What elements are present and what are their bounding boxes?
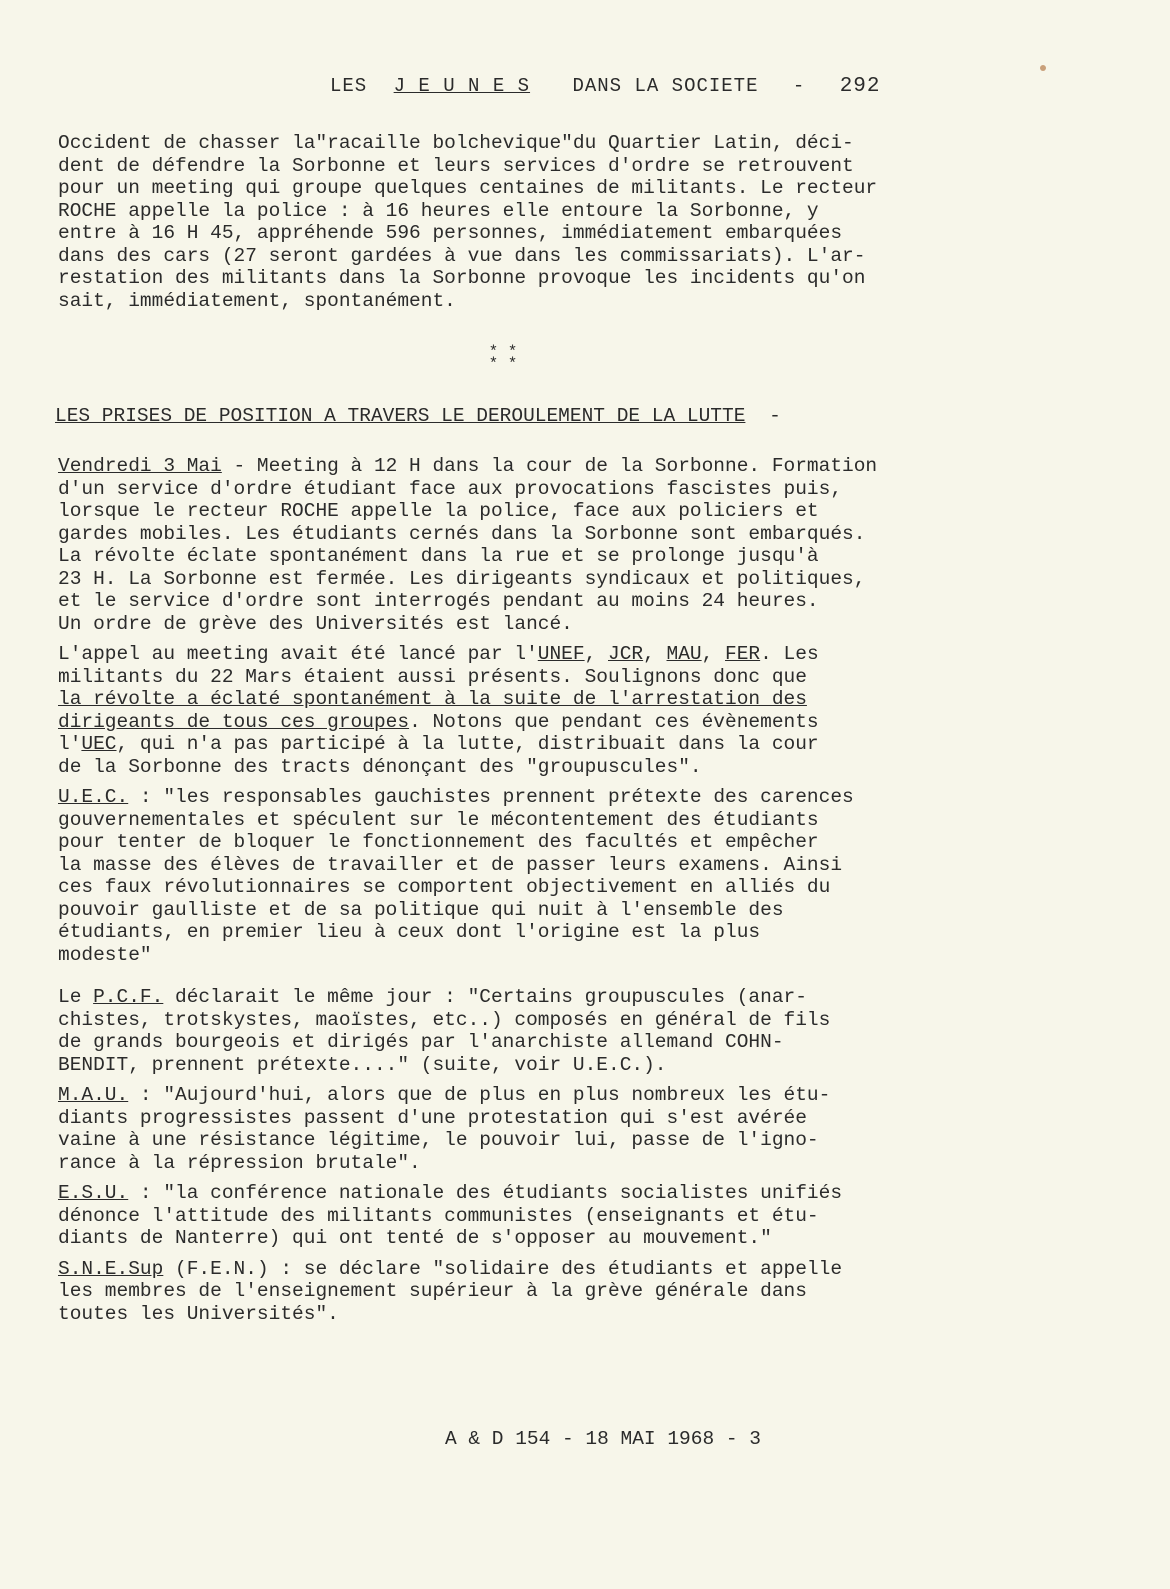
intro-line: pour un meeting qui groupe quelques centaines de militants. Le recteur: [58, 177, 878, 199]
page-footer: A & D 154 - 18 MAI 1968 - 3: [445, 1428, 761, 1450]
pcf-line: de grands bourgeois et dirigés par l'anarchiste allemand COHN-: [58, 1031, 784, 1053]
vendredi-label: Vendredi 3 Mai: [58, 455, 222, 477]
pcf-label: P.C.F.: [93, 986, 164, 1008]
uec-line: étudiants, en premier lieu à ceux dont l'origine est la plus: [58, 921, 761, 943]
sne-line: toutes les Universités".: [58, 1302, 339, 1325]
appel-line: dirigeants de tous ces groupes. Notons que pendant ces évènements: [58, 710, 819, 733]
header-les: LES: [330, 75, 368, 97]
intro-line: restation des militants dans la Sorbonne provoque les incidents qu'on: [58, 267, 866, 289]
vendredi-line: gardes mobiles. Les étudiants cernés dans la Sorbonne sont embarqués.: [58, 522, 866, 545]
section-title: [55, 405, 781, 427]
intro-paragraph: [58, 132, 998, 312]
uec-line: la masse des élèves de travailler et de passer leurs examens. Ainsi: [58, 853, 843, 876]
uec-line: U.E.C. : "les responsables gauchistes prennent prétexte des carences: [58, 786, 854, 808]
mau-line: M.A.U. : "Aujourd'hui, alors que de plus en plus nombreux les étu-: [58, 1084, 831, 1106]
uec-line: modeste": [58, 943, 152, 966]
separator-stars: * * * *: [488, 343, 518, 373]
vendredi-line: et le service d'ordre sont interrogés pendant au moins 24 heures.: [58, 590, 819, 612]
intro-line: sait, immédiatement, spontanément.: [58, 289, 456, 312]
vendredi-line: La révolte éclate spontanément dans la rue et se prolonge jusqu'à: [58, 545, 819, 567]
intro-line: ROCHE appelle la police : à 16 heures elle entoure la Sorbonne, y: [58, 199, 819, 222]
uec-line: ces faux révolutionnaires se comportent objectivement en alliés du: [58, 876, 831, 898]
section-title-text: LES PRISES DE POSITION A TRAVERS LE DEROULEMENT DE LA LUTTE: [55, 405, 746, 427]
header-dash: -: [792, 75, 806, 97]
jcr-link: JCR: [608, 643, 644, 665]
sne-line: les membres de l'enseignement supérieur à la grève générale dans: [58, 1280, 807, 1302]
sne-label: S.N.E.Sup: [58, 1257, 164, 1280]
intro-line: dans des cars (27 seront gardées à vue dans les commissariats). L'ar-: [58, 244, 866, 267]
uec-line: pouvoir gaulliste et de sa politique qui nuit à l'ensemble des: [58, 898, 784, 921]
sne-line: S.N.E.Sup (F.E.N.) : se déclare "solidaire des étudiants et appelle: [58, 1257, 843, 1280]
pcf-line: chistes, trotskystes, maoïstes, etc..) composés en général de fils: [58, 1008, 831, 1031]
mau-line: vaine à une résistance légitime, le pouvoir lui, passe de l'igno-: [58, 1129, 819, 1151]
body-text: [58, 455, 998, 1325]
intro-line: entre à 16 H 45, appréhende 596 personnes, immédiatement embarquées: [58, 222, 843, 244]
vendredi-line: d'un service d'ordre étudiant face aux provocations fascistes puis,: [58, 477, 843, 500]
header-jeunes: J E U N E S: [393, 75, 531, 97]
vendredi-line: Un ordre de grève des Universités est lancé.: [58, 612, 573, 635]
vendredi-line: Vendredi 3 Mai - Meeting à 12 H dans la cour de la Sorbonne. Formation: [58, 455, 878, 477]
uec-ref: UEC: [81, 733, 117, 755]
section-title-dash: -: [769, 405, 781, 427]
pcf-line: BENDIT, prennent prétexte...." (suite, voir U.E.C.).: [58, 1053, 667, 1076]
appel-line: militants du 22 Mars étaient aussi présents. Soulignons donc que: [58, 665, 807, 688]
uec-label: U.E.C.: [58, 786, 129, 808]
appel-line-underlined: la révolte a éclaté spontanément à la suite de l'arrestation des: [58, 688, 807, 710]
vendredi-line: 23 H. La Sorbonne est fermée. Les dirigeants syndicaux et politiques,: [58, 567, 866, 590]
mau-label: M.A.U.: [58, 1084, 129, 1106]
paper-mark: [1040, 65, 1046, 71]
uec-line: gouvernementales et spéculent sur le mécontentement des étudiants: [58, 808, 819, 831]
mau-line: diants progressistes passent d'une protestation qui s'est avérée: [58, 1106, 807, 1129]
page-header: [330, 75, 881, 98]
page-number: 292: [839, 75, 881, 98]
pcf-line: Le P.C.F. déclarait le même jour : "Certains groupuscules (anar-: [58, 986, 807, 1008]
appel-line: de la Sorbonne des tracts dénonçant des "groupuscules".: [58, 755, 702, 778]
uec-line: pour tenter de bloquer le fonctionnement des facultés et empêcher: [58, 831, 819, 853]
esu-line: diants de Nanterre) qui ont tenté de s'opposer au mouvement.": [58, 1227, 772, 1249]
mau-link: MAU: [666, 643, 702, 665]
esu-line: dénonce l'attitude des militants communistes (enseignants et étu-: [58, 1204, 819, 1227]
esu-line: E.S.U. : "la conférence nationale des étudiants socialistes unifiés: [58, 1182, 843, 1204]
fer-link: FER: [725, 643, 761, 665]
appel-line: L'appel au meeting avait été lancé par l'UNEF, JCR, MAU, FER. Les: [58, 643, 819, 665]
esu-label: E.S.U.: [58, 1182, 129, 1204]
unef-link: UNEF: [537, 643, 585, 665]
vendredi-line: lorsque le recteur ROCHE appelle la police, face aux policiers et: [58, 500, 819, 522]
intro-line: dent de défendre la Sorbonne et leurs services d'ordre se retrouvent: [58, 154, 854, 177]
mau-line: rance à la répression brutale".: [58, 1151, 421, 1174]
header-societe: DANS LA SOCIETE: [572, 75, 759, 97]
intro-line: Occident de chasser la"racaille bolchevique"du Quartier Latin, déci-: [58, 132, 854, 154]
appel-line: l'UEC, qui n'a pas participé à la lutte, distribuait dans la cour: [58, 733, 819, 755]
